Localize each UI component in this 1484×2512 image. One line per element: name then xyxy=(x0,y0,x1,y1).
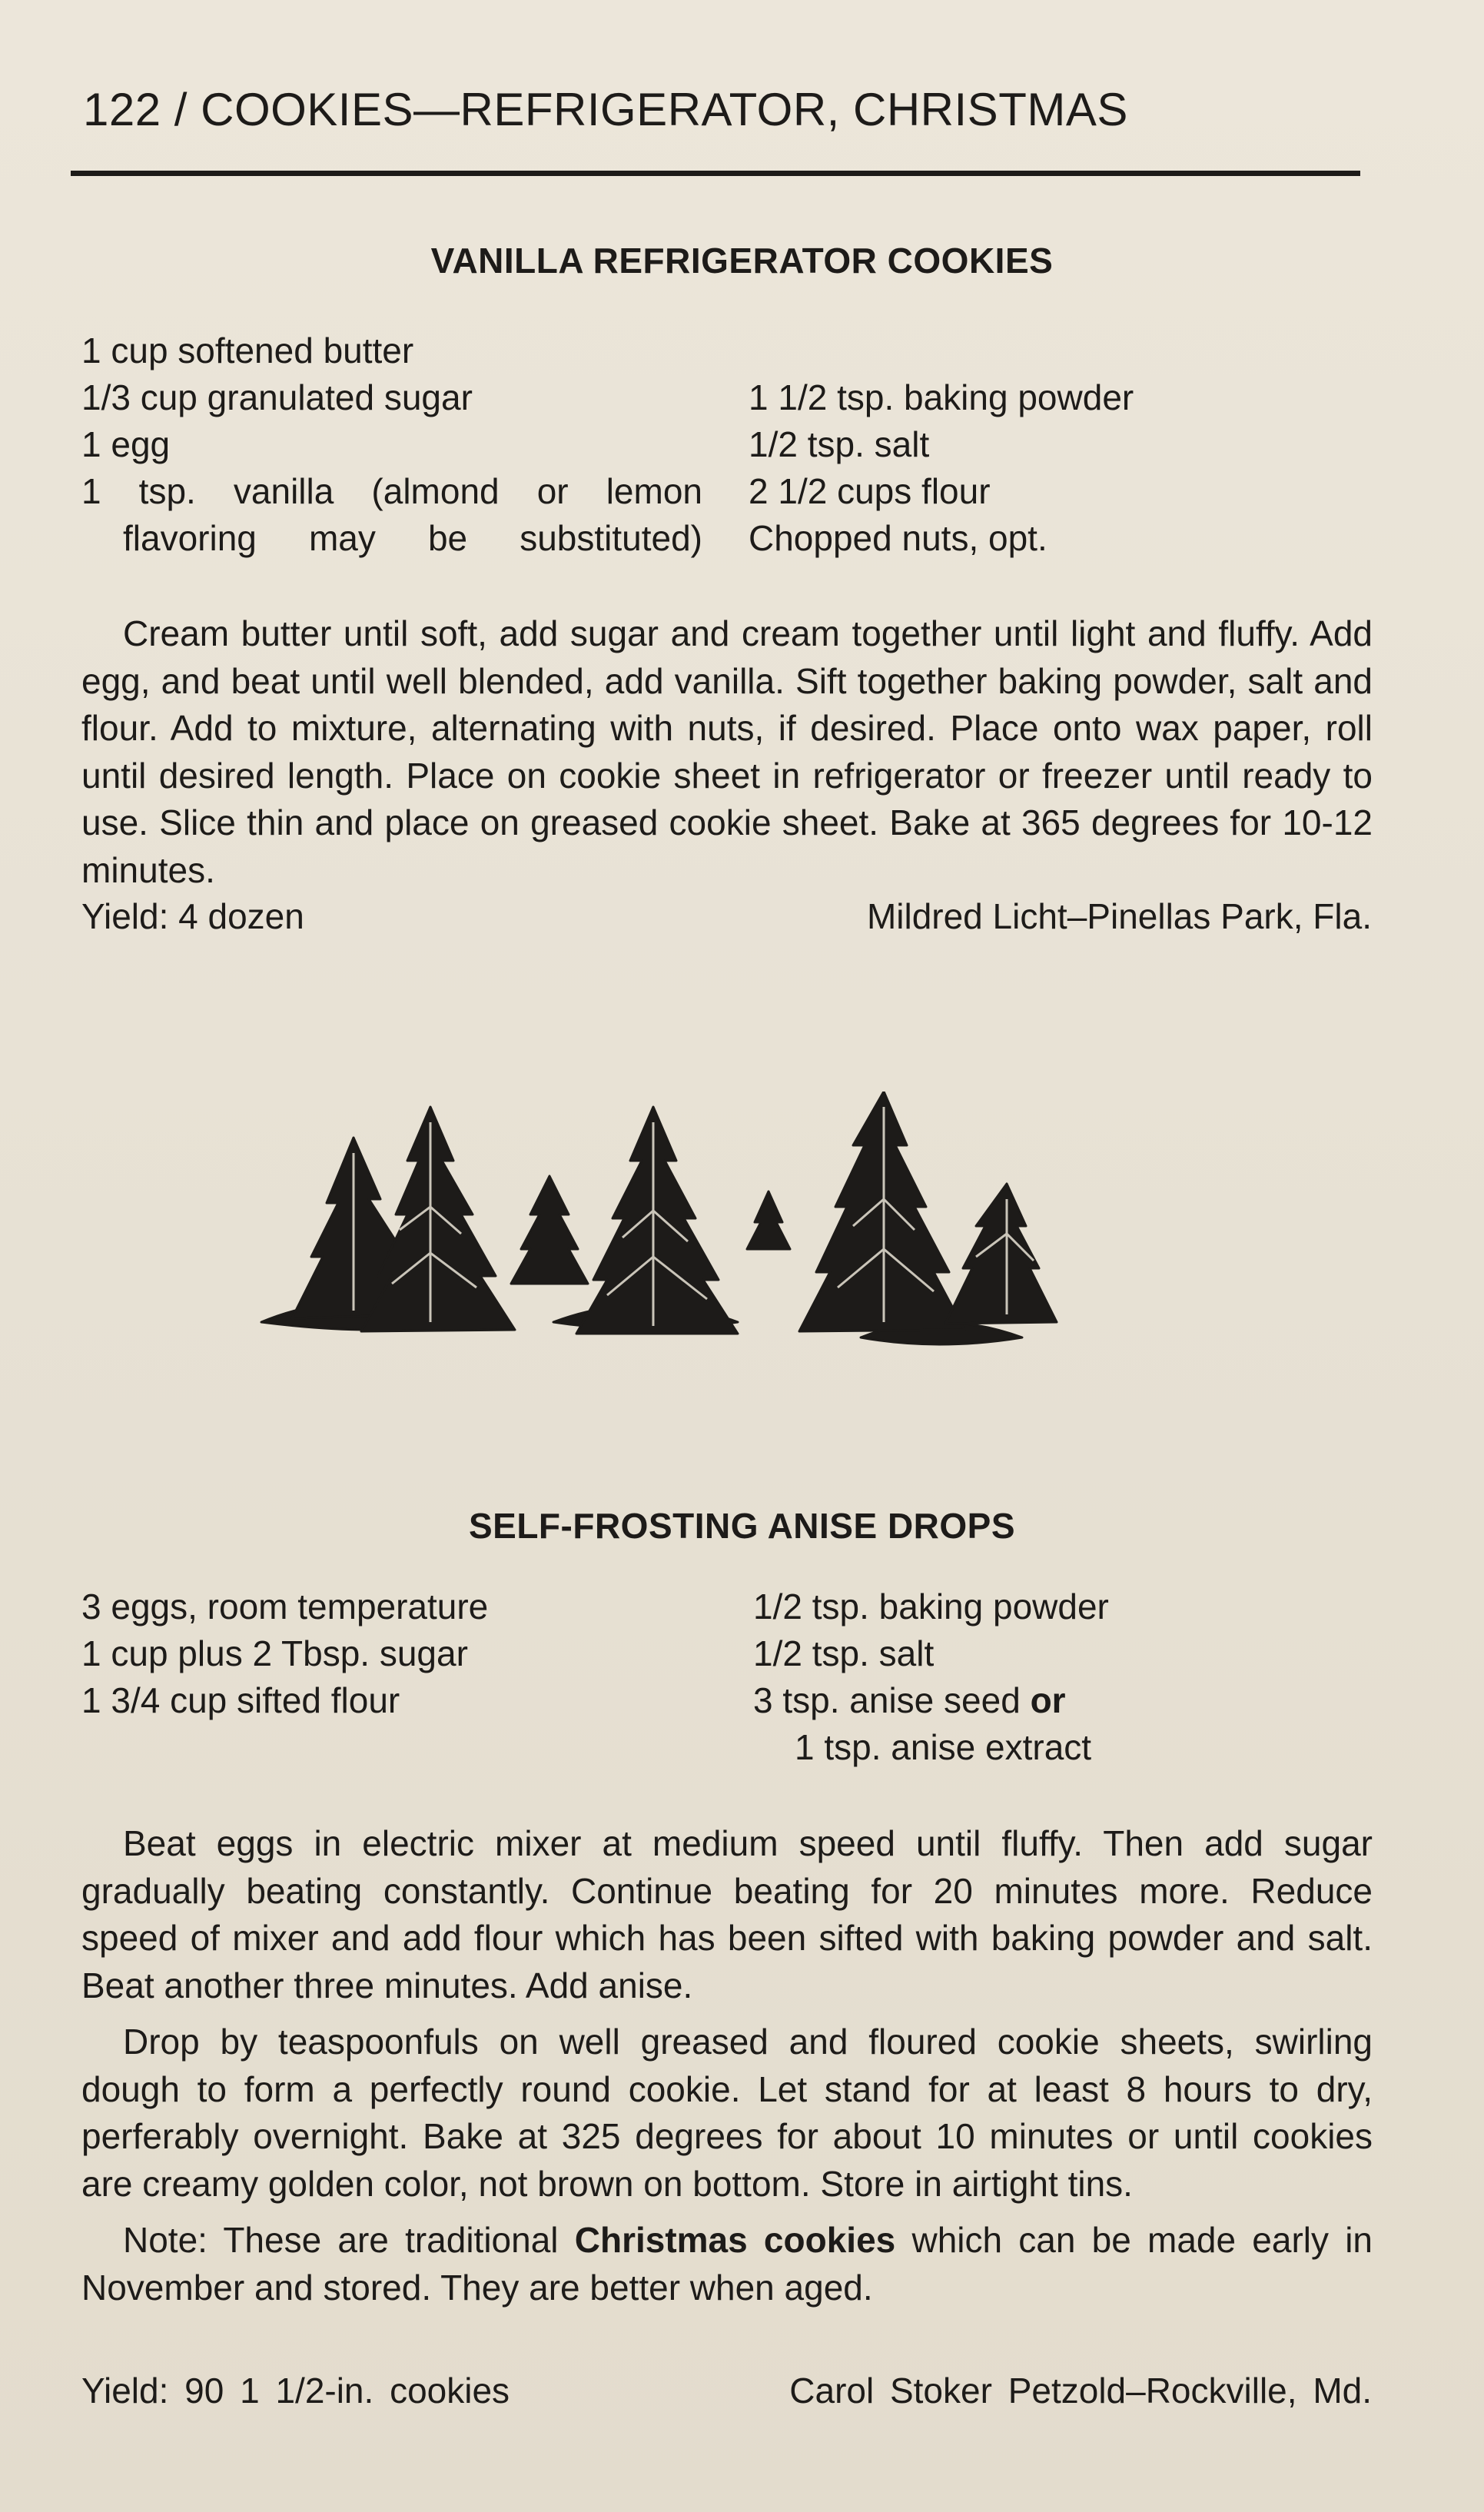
page-header: 122 / COOKIES—REFRIGERATOR, CHRISTMAS xyxy=(83,84,1128,135)
ingredient-item: 2 1/2 cups flour xyxy=(749,471,991,511)
recipe-title-anise: SELF-FROSTING ANISE DROPS xyxy=(468,1506,1016,1546)
yield-vanilla: Yield: 4 dozen xyxy=(81,896,304,936)
ingredient-item: 1 1/2 tsp. baking powder xyxy=(749,377,1134,417)
ingredient-item: 1/2 tsp. baking powder xyxy=(753,1587,1109,1626)
note-bold: Christmas cookies xyxy=(574,2220,896,2260)
ingredients-right-anise xyxy=(753,1583,1109,1771)
note-suffix: which can be made early in November and stored. They are better when aged. xyxy=(81,2220,1373,2308)
yield-anise: Yield: 90 1 1/2-in. cookies xyxy=(81,2371,510,2411)
ingredient-item: 1 tsp. anise extract xyxy=(795,1727,1092,1767)
ingredient-item: 1/3 cup granulated sugar xyxy=(81,377,473,417)
ingredient-item xyxy=(753,1677,1109,1724)
ingredient-item: 1 tsp. vanilla (almond or lemon xyxy=(81,471,702,511)
note-paragraph xyxy=(81,2217,1373,2311)
ingredients-left-anise xyxy=(81,1583,488,1724)
ingredients-left-vanilla xyxy=(81,327,702,562)
directions-anise xyxy=(81,1820,1373,2311)
ingredients-right-vanilla xyxy=(749,374,1134,562)
directions-vanilla xyxy=(81,610,1373,894)
directions-paragraph-2: Drop by teaspoonfuls on well greased and floured cookie sheets, swirling dough to form a perfectly round cookie. Let stand for at least 8 hours to dry, perferably overnight. Bake at 325 degrees for about 10 minutes or until cookies are creamy golden color, not brown on bottom. Store in airtight tins. xyxy=(81,2022,1373,2204)
ingredient-item: 1/2 tsp. salt xyxy=(749,424,930,464)
contributor-anise: Carol Stoker Petzold–Rockville, Md. xyxy=(789,2371,1372,2411)
ingredient-item: 1/2 tsp. salt xyxy=(753,1633,935,1673)
or-word: or xyxy=(1030,1680,1066,1720)
ingredient-item: 1 3/4 cup sifted flour xyxy=(81,1680,400,1720)
ingredient-item: 1 cup softened butter xyxy=(81,331,414,370)
directions-paragraph: Cream butter until soft, add sugar and cream together until light and fluffy. Add egg, and beat until well blended, add vanilla. Sift together baking powder, salt and flour. Add to mixture, alternating with nuts, if desired. Place onto wax paper, roll until desired length. Place on cookie sheet in refrigerator or freezer until ready to use. Slice thin and place on greased cookie sheet. Bake at 365 degrees for 10-12 minutes. xyxy=(81,613,1373,890)
ingredient-item: flavoring may be substituted) xyxy=(123,518,702,558)
recipe-title-vanilla: VANILLA REFRIGERATOR COOKIES xyxy=(430,241,1054,281)
ingredient-item: Chopped nuts, opt. xyxy=(749,518,1047,558)
ingredient-item: 3 eggs, room temperature xyxy=(81,1587,489,1626)
directions-paragraph-1: Beat eggs in electric mixer at medium speed until fluffy. Then add sugar gradually beating constantly. Continue beating for 20 minutes more. Reduce speed of mixer and add flour which has been sifted with baking powder and salt. Beat another three minutes. Add anise. xyxy=(81,1823,1373,2005)
note-prefix: Note: These are traditional xyxy=(123,2220,559,2260)
ingredient-item: 1 cup plus 2 Tbsp. sugar xyxy=(81,1633,468,1673)
header-rule xyxy=(71,171,1360,176)
contributor-vanilla: Mildred Licht–Pinellas Park, Fla. xyxy=(866,896,1372,936)
pine-trees-illustration xyxy=(246,1092,1076,1368)
ingredient-text: 3 tsp. anise seed xyxy=(753,1680,1021,1720)
ingredient-item: 1 egg xyxy=(81,424,171,464)
